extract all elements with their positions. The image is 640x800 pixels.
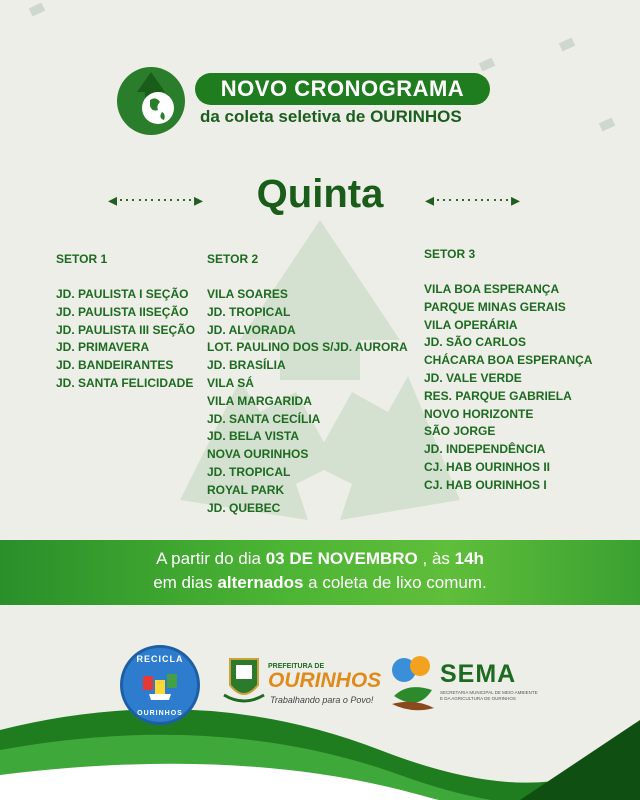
- notice-text: em dias: [153, 573, 218, 592]
- notice-line-1: [0, 547, 640, 570]
- list-item: JD. INDEPENDÊNCIA: [424, 442, 546, 457]
- city-coat-of-arms-icon: [222, 655, 266, 707]
- recicla-logo-top-text: RECICLA: [136, 654, 184, 664]
- list-item: LOT. PAULINO DOS S/JD. AURORA: [207, 340, 408, 355]
- arrow-right-icon: ◂⋯⋯⋯⋯▸: [425, 190, 522, 210]
- page-subtitle: da coleta seletiva de OURINHOS: [200, 107, 462, 126]
- day-title: Quinta: [256, 172, 384, 216]
- sema-title: SEMA: [440, 660, 517, 688]
- list-item: CJ. HAB OURINHOS I: [424, 477, 547, 492]
- recicla-logo-bottom-text: OURINHOS: [137, 710, 183, 717]
- list-item: JD. TROPICAL: [207, 464, 291, 479]
- notice-text: , às: [417, 549, 455, 568]
- list-item: CHÁCARA BOA ESPERANÇA: [424, 353, 593, 368]
- list-item: JD. VALE VERDE: [424, 370, 522, 385]
- list-item: JD. BELA VISTA: [207, 429, 300, 444]
- prefeitura-label: PREFEITURA DE: [268, 663, 325, 670]
- notice-date: 03 DE NOVEMBRO: [265, 549, 418, 568]
- recycle-bins-icon: [141, 668, 179, 702]
- list-item: RES. PARQUE GABRIELA: [424, 388, 572, 403]
- list-item: CJ. HAB OURINHOS II: [424, 459, 551, 474]
- list-item: SÃO JORGE: [424, 424, 496, 439]
- notice-line-2: [0, 571, 640, 594]
- sema-logo-icon: [388, 652, 438, 714]
- confetti: [29, 2, 45, 16]
- notice-text: A partir do dia: [156, 549, 266, 568]
- sector-3-title: SETOR 3: [424, 247, 476, 261]
- list-item: NOVA OURINHOS: [207, 447, 309, 462]
- list-item: VILA OPERÁRIA: [424, 317, 518, 332]
- sector-3-list: [424, 281, 592, 495]
- sector-1-title: SETOR 1: [56, 252, 108, 266]
- notice-text: a coleta de lixo comum.: [303, 573, 487, 592]
- sector-2-list: [207, 286, 408, 517]
- recicla-ourinhos-logo: [120, 645, 200, 725]
- list-item: JD. PAULISTA III SEÇÃO: [56, 322, 196, 337]
- arrow-left-icon: ◂⋯⋯⋯⋯▸: [108, 190, 205, 210]
- list-item: JD. SANTA CECÍLIA: [207, 411, 321, 426]
- notice-band: [0, 540, 640, 605]
- list-item: VILA SÁ: [207, 375, 254, 390]
- list-item: JD. PAULISTA I SEÇÃO: [56, 287, 189, 301]
- notice-highlight: alternados: [217, 573, 304, 592]
- list-item: JD. PAULISTA IISEÇÃO: [56, 304, 189, 319]
- list-item: VILA BOA ESPERANÇA: [424, 282, 560, 296]
- page-title: NOVO CRONOGRAMA: [195, 73, 490, 105]
- list-item: JD. ALVORADA: [207, 322, 296, 337]
- notice-time: 14h: [454, 549, 484, 568]
- sema-subtitle: SECRETARIA MUNICIPAL DE MEIO AMBIENTE E DA AGRICULTURA DE OURINHOS: [440, 690, 538, 701]
- list-item: ROYAL PARK: [207, 482, 285, 497]
- confetti: [559, 37, 575, 51]
- recycle-globe-icon: [110, 60, 192, 142]
- sector-1-list: [56, 286, 195, 393]
- prefeitura-name: OURINHOS: [268, 669, 382, 692]
- list-item: VILA SOARES: [207, 287, 288, 301]
- list-item: JD. BANDEIRANTES: [56, 358, 174, 373]
- list-item: JD. TROPICAL: [207, 304, 291, 319]
- list-item: NOVO HORIZONTE: [424, 406, 534, 421]
- sector-2-title: SETOR 2: [207, 252, 259, 266]
- list-item: JD. QUEBEC: [207, 500, 281, 515]
- list-item: PARQUE MINAS GERAIS: [424, 299, 566, 314]
- prefeitura-slogan: Trabalhando para o Povo!: [270, 695, 374, 705]
- list-item: VILA MARGARIDA: [207, 393, 312, 408]
- list-item: JD. SANTA FELICIDADE: [56, 375, 194, 390]
- list-item: JD. BRASÍLIA: [207, 358, 286, 373]
- confetti: [599, 117, 615, 131]
- list-item: JD. SÃO CARLOS: [424, 335, 527, 350]
- list-item: JD. PRIMAVERA: [56, 340, 150, 355]
- confetti: [479, 57, 495, 71]
